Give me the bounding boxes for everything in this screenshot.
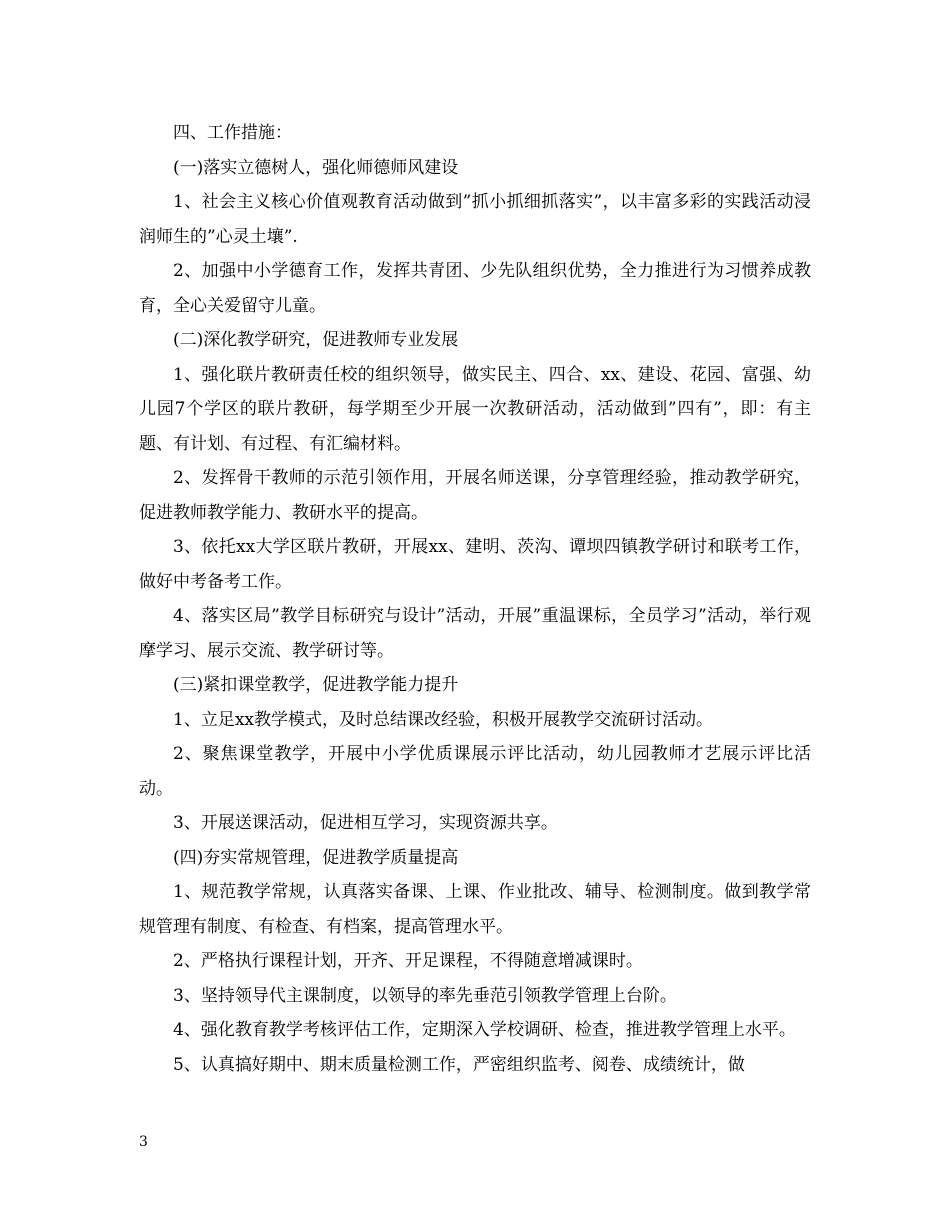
paragraph: (三)紧扣课堂教学，促进教学能力提升: [173, 675, 459, 695]
paragraph: 1、社会主义核心价值观教育活动做到”抓小抓细抓落实”，以丰富多彩的实践活动浸润师生的”心灵土壤”.: [139, 192, 811, 247]
paragraph: 4、强化教育教学考核评估工作，定期深入学校调研、检查，推进教学管理上水平。: [173, 1020, 796, 1040]
page-number: 3: [139, 1134, 148, 1150]
paragraph: 3、开展送课活动，促进相互学习，实现资源共享。: [173, 813, 558, 833]
paragraph: 3、坚持领导代主课制度，以领导的率先垂范引领教学管理上台阶。: [173, 985, 677, 1006]
paragraph: 4、落实区局”教学目标研究与设计”活动，开展”重温课标，全员学习”活动，举行观摩学习、展示交流、教学研讨等。: [139, 606, 811, 661]
paragraph: 3、依托xx大学区联片教研，开展xx、建明、茨沟、谭坝四镇教学研讨和联考工作，做好中考备考工作。: [139, 537, 811, 592]
paragraph: 1、强化联片教研责任校的组织领导，做实民主、四合、xx、建设、花园、富强、幼儿园7个学区的联片教研，每学期至少开展一次教研活动，活动做到”四有”，即：有主题、有计划、有过程、有汇编材料。: [139, 364, 811, 454]
paragraph: (二)深化教学研究，促进教师专业发展: [173, 330, 459, 350]
paragraph: 四、工作措施：: [173, 123, 292, 143]
paragraph: (四)夯实常规管理，促进教学质量提高: [173, 847, 459, 868]
paragraph: 5、认真搞好期中、期末质量检测工作，严密组织监考、阅卷、成绩统计，做: [173, 1054, 745, 1075]
paragraph: 2、聚焦课堂教学，开展中小学优质课展示评比活动，幼儿园教师才艺展示评比活动。: [139, 744, 811, 799]
paragraph: (一)落实立德树人，强化师德师风建设: [173, 157, 459, 178]
document-body: [139, 116, 811, 1082]
paragraph: 2、严格执行课程计划，开齐、开足课程，不得随意增减课时。: [173, 951, 643, 971]
paragraph: 1、规范教学常规，认真落实备课、上课、作业批改、辅导、检测制度。做到教学常规管理有制度、有检查、有档案，提高管理水平。: [139, 882, 811, 937]
paragraph: 2、加强中小学德育工作，发挥共青团、少先队组织优势，全力推进行为习惯养成教育，全心关爱留守儿童。: [139, 261, 811, 316]
paragraph: 2、发挥骨干教师的示范引领作用，开展名师送课，分享管理经验，推动教学研究，促进教师教学能力、教研水平的提高。: [139, 468, 811, 523]
paragraph: 1、立足xx教学模式，及时总结课改经验，积极开展教学交流研讨活动。: [173, 709, 713, 730]
